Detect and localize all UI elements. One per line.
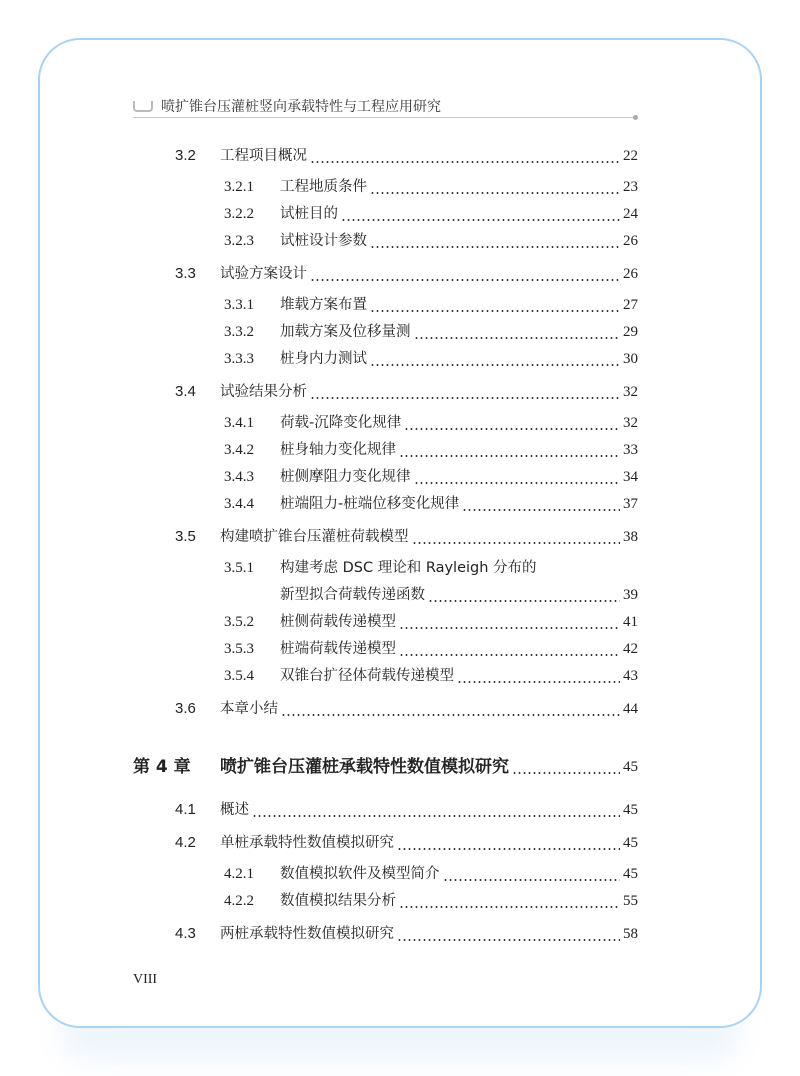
- toc-entry-title-wrap: [280, 230, 638, 252]
- toc-entry[interactable]: [0, 439, 800, 461]
- leader-dots: [399, 638, 620, 660]
- toc-entry-page: 22: [623, 148, 638, 164]
- leader-dots: [428, 584, 620, 606]
- toc-entry-title-wrap: [280, 638, 638, 660]
- running-head-title: 喷扩锥台压灌桩竖向承载特性与工程应用研究: [161, 99, 441, 115]
- toc-entry-title: 构建喷扩锥台压灌桩荷载模型: [220, 529, 409, 545]
- toc-entry-page: 26: [623, 233, 638, 249]
- toc-entry-page: 45: [623, 835, 638, 851]
- toc-entry-number: 4.2.2: [224, 893, 254, 909]
- toc-entry-title: 本章小结: [220, 701, 278, 717]
- toc-entry-page: 55: [623, 893, 638, 909]
- toc-entry[interactable]: [0, 584, 800, 606]
- toc-entry-page: 23: [623, 179, 638, 195]
- toc-entry-page: 26: [623, 266, 638, 282]
- toc-entry-number: 3.5.1: [224, 560, 254, 576]
- toc-entry-title-wrap: [220, 263, 638, 285]
- page-folio: VIII: [133, 972, 158, 987]
- toc-entry[interactable]: [0, 863, 800, 885]
- toc-entry[interactable]: [0, 756, 800, 778]
- leader-dots: [397, 832, 620, 854]
- toc-entry-page: 39: [623, 587, 638, 603]
- toc-entry-page: 27: [623, 297, 638, 313]
- leader-dots: [370, 294, 620, 316]
- toc-entry-title: 试验结果分析: [220, 384, 307, 400]
- toc-entry-title-wrap: [280, 321, 638, 343]
- leader-dots: [399, 890, 620, 912]
- toc-entry-page: 38: [623, 529, 638, 545]
- leader-dots: [370, 230, 620, 252]
- toc-entry-title: 概述: [220, 802, 249, 818]
- toc-entry-page: 30: [623, 351, 638, 367]
- toc-entry-number: 3.4.4: [224, 496, 254, 512]
- leader-dots: [512, 756, 620, 778]
- toc-entry[interactable]: [0, 799, 800, 821]
- toc-entry-title-wrap: [280, 493, 638, 515]
- toc-entry-title: 试桩目的: [280, 206, 338, 222]
- toc-entry-title-wrap: [220, 923, 638, 945]
- toc-entry-line: [0, 557, 800, 579]
- toc-entry-title: 桩端荷载传递模型: [280, 641, 396, 657]
- toc-entry-title-wrap: [280, 203, 638, 225]
- toc-entry-title-wrap: [220, 698, 638, 720]
- leader-dots: [399, 611, 620, 633]
- toc-entry[interactable]: [0, 526, 800, 548]
- toc-entry[interactable]: [0, 263, 800, 285]
- toc-entry-title-wrap: [280, 665, 638, 687]
- toc-entry[interactable]: [0, 493, 800, 515]
- toc-entry-title-wrap: [280, 863, 638, 885]
- toc-entry-page: 44: [623, 701, 638, 717]
- toc-entry-page: 43: [623, 668, 638, 684]
- toc-entry-title: 荷载-沉降变化规律: [280, 415, 402, 431]
- toc-entry-number: 第 4 章: [133, 757, 191, 777]
- toc-entry-number: 4.2.1: [224, 866, 254, 882]
- toc-entry-number: 3.5: [175, 528, 196, 545]
- toc-entry[interactable]: [0, 923, 800, 945]
- toc-entry-number: 3.5.2: [224, 614, 254, 630]
- toc-entry-title: 工程地质条件: [280, 179, 367, 195]
- toc-entry-title-wrap: [280, 412, 638, 434]
- leader-dots: [457, 665, 620, 687]
- toc-entry-page: 32: [623, 415, 638, 431]
- toc-entry-number: 3.4.1: [224, 415, 254, 431]
- toc-entry[interactable]: [0, 611, 800, 633]
- toc-entry[interactable]: [0, 381, 800, 403]
- toc-entry-number: 3.2.3: [224, 233, 254, 249]
- toc-entry-page: 37: [623, 496, 638, 512]
- toc-entry-page: 45: [623, 866, 638, 882]
- leader-dots: [399, 439, 620, 461]
- toc-entry-title-wrap: [220, 381, 638, 403]
- toc-entry-number: 4.2: [175, 834, 196, 851]
- toc-entry-number: 3.2.1: [224, 179, 254, 195]
- toc-entry-page: 32: [623, 384, 638, 400]
- toc-entry[interactable]: [0, 203, 800, 225]
- toc-entry-title-wrap: [220, 799, 638, 821]
- toc-entry-page: 29: [623, 324, 638, 340]
- toc-entry-title: 试验方案设计: [220, 266, 307, 282]
- toc-entry-title-wrap: [280, 611, 638, 633]
- toc-entry-number: 3.4.3: [224, 469, 254, 485]
- toc-entry[interactable]: [0, 176, 800, 198]
- toc-entry-page: 58: [623, 926, 638, 942]
- toc-entry-title: 喷扩锥台压灌桩承载特性数值模拟研究: [220, 757, 509, 777]
- toc-entry-title-wrap: [280, 890, 638, 912]
- toc-entry[interactable]: [0, 412, 800, 434]
- toc-entry-number: 3.3.1: [224, 297, 254, 313]
- toc-entry[interactable]: [0, 698, 800, 720]
- leader-dots: [397, 923, 620, 945]
- toc-entry-title: 构建考虑 DSC 理论和 Rayleigh 分布的: [280, 560, 537, 576]
- toc-entry-page: 42: [623, 641, 638, 657]
- toc-entry-title: 桩侧摩阻力变化规律: [280, 469, 411, 485]
- toc-entry-number: 3.5.3: [224, 641, 254, 657]
- toc-entry[interactable]: [0, 665, 800, 687]
- toc-entry-title-wrap: [220, 526, 638, 548]
- toc-entry[interactable]: [0, 230, 800, 252]
- leader-dots: [462, 493, 620, 515]
- toc-entry-page: 41: [623, 614, 638, 630]
- toc-entry-title: 新型拟合荷载传递函数: [280, 587, 425, 603]
- toc-entry-page: 33: [623, 442, 638, 458]
- toc-entry-page: 45: [623, 759, 638, 775]
- toc-entry[interactable]: [0, 145, 800, 167]
- leader-dots: [412, 526, 621, 548]
- toc-entry[interactable]: [0, 321, 800, 343]
- toc-entry-title: 单桩承载特性数值模拟研究: [220, 835, 394, 851]
- leader-dots: [370, 176, 620, 198]
- leader-dots: [414, 466, 621, 488]
- leader-dots: [443, 863, 621, 885]
- toc-entry-number: 3.3.3: [224, 351, 254, 367]
- toc-entry-title: 桩身轴力变化规律: [280, 442, 396, 458]
- toc-entry-title-wrap: [280, 348, 638, 370]
- toc-entry-page: 24: [623, 206, 638, 222]
- toc-entry-title-wrap: [280, 584, 638, 606]
- leader-dots: [370, 348, 620, 370]
- toc-entry-number: 3.3: [175, 265, 196, 282]
- toc-entry-title: 桩端阻力-桩端位移变化规律: [280, 496, 460, 512]
- toc-entry-title: 堆载方案布置: [280, 297, 367, 313]
- running-head: [133, 96, 441, 116]
- toc-entry-number: 3.2: [175, 147, 196, 164]
- toc-entry[interactable]: [0, 466, 800, 488]
- toc-entry-page: 45: [623, 802, 638, 818]
- toc-entry[interactable]: [0, 832, 800, 854]
- toc-entry-number: 3.2.2: [224, 206, 254, 222]
- toc-entry-number: 3.5.4: [224, 668, 254, 684]
- leader-dots: [404, 412, 620, 434]
- toc-entry-title-wrap: [220, 832, 638, 854]
- toc-entry-title-wrap: [280, 176, 638, 198]
- toc-entry-title-wrap: [280, 294, 638, 316]
- toc-entry[interactable]: [0, 890, 800, 912]
- toc-entry-title-wrap: [280, 466, 638, 488]
- toc-entry-page: 34: [623, 469, 638, 485]
- toc-entry-title: 数值模拟结果分析: [280, 893, 396, 909]
- leader-dots: [252, 799, 620, 821]
- toc-entry-title-wrap: [220, 145, 638, 167]
- toc-entry-title: 桩身内力测试: [280, 351, 367, 367]
- leader-dots: [414, 321, 621, 343]
- leader-dots: [341, 203, 620, 225]
- toc-entry-title: 桩侧荷载传递模型: [280, 614, 396, 630]
- toc-entry-title-wrap: [280, 439, 638, 461]
- toc-entry-number: 4.3: [175, 925, 196, 942]
- header-rule-dot: [633, 115, 638, 120]
- toc-entry-title-wrap: [280, 557, 537, 579]
- toc-entry-title: 试桩设计参数: [280, 233, 367, 249]
- toc-entry-number: 4.1: [175, 801, 196, 818]
- leader-dots: [310, 145, 620, 167]
- toc-entry-title: 两桩承载特性数值模拟研究: [220, 926, 394, 942]
- leader-dots: [281, 698, 620, 720]
- leader-dots: [310, 381, 620, 403]
- toc-entry[interactable]: [0, 294, 800, 316]
- toc-entry-title: 双锥台扩径体荷载传递模型: [280, 668, 454, 684]
- leader-dots: [310, 263, 620, 285]
- toc-entry-number: 3.6: [175, 700, 196, 717]
- header-rule: [133, 117, 635, 118]
- toc-entry-title-wrap: [220, 756, 638, 778]
- toc-entry-title: 加载方案及位移量测: [280, 324, 411, 340]
- toc-entry-number: 3.4: [175, 383, 196, 400]
- toc-entry-number: 3.4.2: [224, 442, 254, 458]
- toc-entry[interactable]: [0, 348, 800, 370]
- toc-entry-title: 工程项目概况: [220, 148, 307, 164]
- toc-entry[interactable]: [0, 638, 800, 660]
- book-icon: [133, 101, 153, 112]
- toc-entry-number: 3.3.2: [224, 324, 254, 340]
- toc-entry-title: 数值模拟软件及模型简介: [280, 866, 440, 882]
